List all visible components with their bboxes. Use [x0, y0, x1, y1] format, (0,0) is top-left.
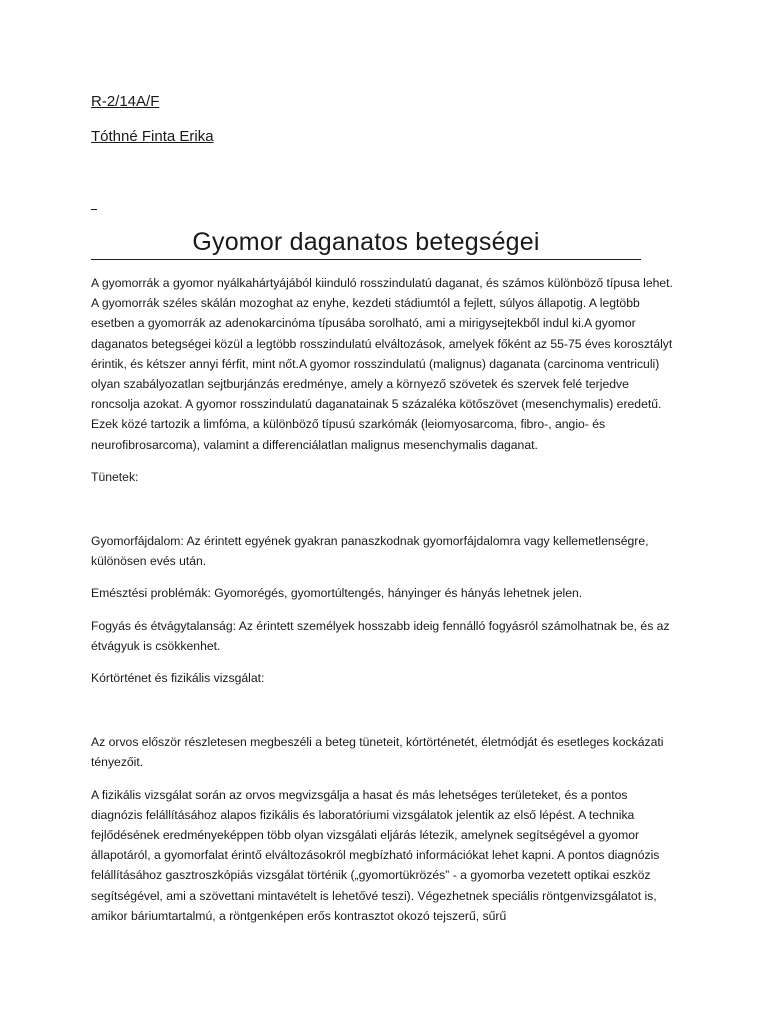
symptom-digestion-paragraph: Emésztési problémák: Gyomorégés, gyomortúltengés, hányinger és hányás lehetnek jelen.: [91, 586, 583, 601]
document-author: Tóthné Finta Erika: [91, 128, 214, 145]
document-title: Gyomor daganatos betegségei: [91, 228, 641, 260]
document-body: [91, 273, 679, 938]
intro-paragraph: A gyomorrák a gyomor nyálkahártyájából kiinduló rosszindulatú daganat, és számos különböző típusa lehet. A gyomorrák széles skálán mozoghat az enyhe, kezdeti stádiumtól a fejlett, súlyos állapotig. A legtöbb esetben a gyomorrák az adenokarcinóma típusába sorolható, ami a mirigysejtekből indul ki.A gyomor daganatos betegségei közül a legtöbb rosszindulatú elváltozások, amelyek főként az 55-75 éves korosztályt érintik, és kétszer annyi férfit, mint nőt.A gyomor rosszindulatú (malignus) daganata (carcinoma ventriculi) olyan szabályozatlan sejtburjánzás eredménye, amely a környező szövetek és szervek felé terjedve roncsolja azokat. A gyomor rosszindulatú daganatainak 5 százaléka kötőszövet (mesenchymalis) eredetű. Ezek közé tartozik a limfóma, a különböző típusú szarkómák (leiomyosarcoma, fibro-, angio- és neurofibrosarcoma), valamint a differenciálatlan malignus mesenchymalis daganat.: [91, 276, 673, 452]
symptom-weight-paragraph: Fogyás és étvágytalanság: Az érintett személyek hosszabb ideig fennálló fogyásról számolhatnak be, és az étvágyuk is csökkenhet.: [91, 618, 670, 653]
exam-paragraph-2: A fizikális vizsgálat során az orvos megvizsgálja a hasat és más lehetséges területeket, és a pontos diagnózis felállításához alapos fizikális és laboratóriumi vizsgálatok jelentik az első lépést. A technika fejlődésének eredményeképpen több olyan vizsgálati eljárás létezik, amelynek segítségével a gyomor állapotáról, a gyomorfalat érintő elváltozásokról megbízható információkat lehet kapni. A pontos diagnózis felállításához gasztroszkópiás vizsgálat történik („gyomortükrözés” - a gyomorba vezetett optikai eszköz segítségével, ami a szövettani mintavételt is lehetővé teszi). Végezhetnek speciális röntgenvizsgálatot is, amikor báriumtartalmú, a röntgenképen erős kontrasztot okozó tejszerű, sűrű: [91, 787, 660, 923]
symptom-pain-paragraph: Gyomorfájdalom: Az érintett egyének gyakran panaszkodnak gyomorfájdalomra vagy kellemetlenségre, különösen evés után.: [91, 534, 649, 569]
spacer: [91, 700, 679, 732]
spacer: [91, 499, 679, 531]
symptoms-heading: Tünetek:: [91, 469, 139, 484]
exam-heading: Kórtörténet és fizikális vizsgálat:: [91, 671, 265, 686]
document-reference: R-2/14A/F: [91, 93, 160, 110]
exam-paragraph-1: Az orvos először részletesen megbeszéli a beteg tüneteit, kórtörténetét, életmódját és esetleges kockázati tényezőit.: [91, 735, 664, 770]
underline-mark: [91, 209, 97, 210]
